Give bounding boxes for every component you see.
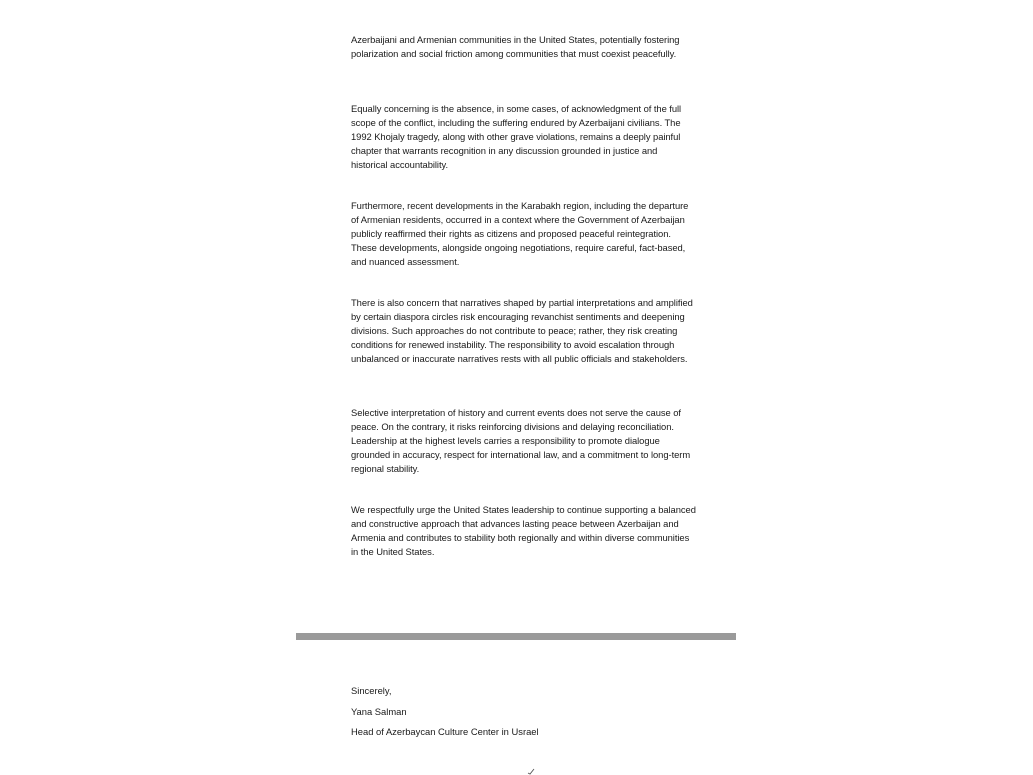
signer-name: Yana Salman bbox=[351, 706, 407, 717]
closing-salutation: Sincerely, bbox=[351, 685, 392, 696]
letter-paragraph: Equally concerning is the absence, in some cases, of acknowledgment of the full scope of the conflict, including the suffering endured by Azerbaijani civilians. The 1992 Khojaly tragedy, along with other grave violations, remains a deeply painful chapter that warrants recognition in any discussion grounded in justice and historical accountability. bbox=[351, 103, 682, 171]
signer-title: Head of Azerbaycan Culture Center in Usrael bbox=[351, 726, 539, 737]
letter-paragraph: There is also concern that narratives shaped by partial interpretations and amplified by certain diaspora circles risk encouraging revanchist sentiments and deepening divisions. Such approaches do not contribute to peace; rather, they risk creating conditions for renewed instability. The responsibility to avoid escalation through unbalanced or inaccurate narratives rests with all public officials and stakeholders. bbox=[351, 297, 693, 365]
letter-paragraph: Furthermore, recent developments in the Karabakh region, including the departure of Armenian residents, occurred in a context where the Government of Azerbaijan publicly reaffirmed their rights as citizens and proposed peaceful reintegration. These developments, alongside ongoing negotiations, require careful, fact-based, and nuanced assessment. bbox=[351, 200, 689, 268]
letter-paragraph: Azerbaijani and Armenian communities in the United States, potentially fostering polarization and social friction among communities that must coexist peacefully. bbox=[351, 34, 680, 60]
letter-paragraph: We respectfully urge the United States leadership to continue supporting a balanced and constructive approach that advances lasting peace between Azerbaijan and Armenia and contributes to stability both regionally and within diverse communities in the United States. bbox=[351, 504, 696, 558]
letter-paragraph: Selective interpretation of history and current events does not serve the cause of peace. On the contrary, it risks reinforcing divisions and delaying reconciliation. Leadership at the highest levels carries a responsibility to promote dialogue grounded in accuracy, respect for international law, and a commitment to long-term regional stability. bbox=[351, 407, 691, 475]
signature-mark-icon bbox=[527, 768, 535, 775]
page-break-divider bbox=[296, 633, 736, 640]
